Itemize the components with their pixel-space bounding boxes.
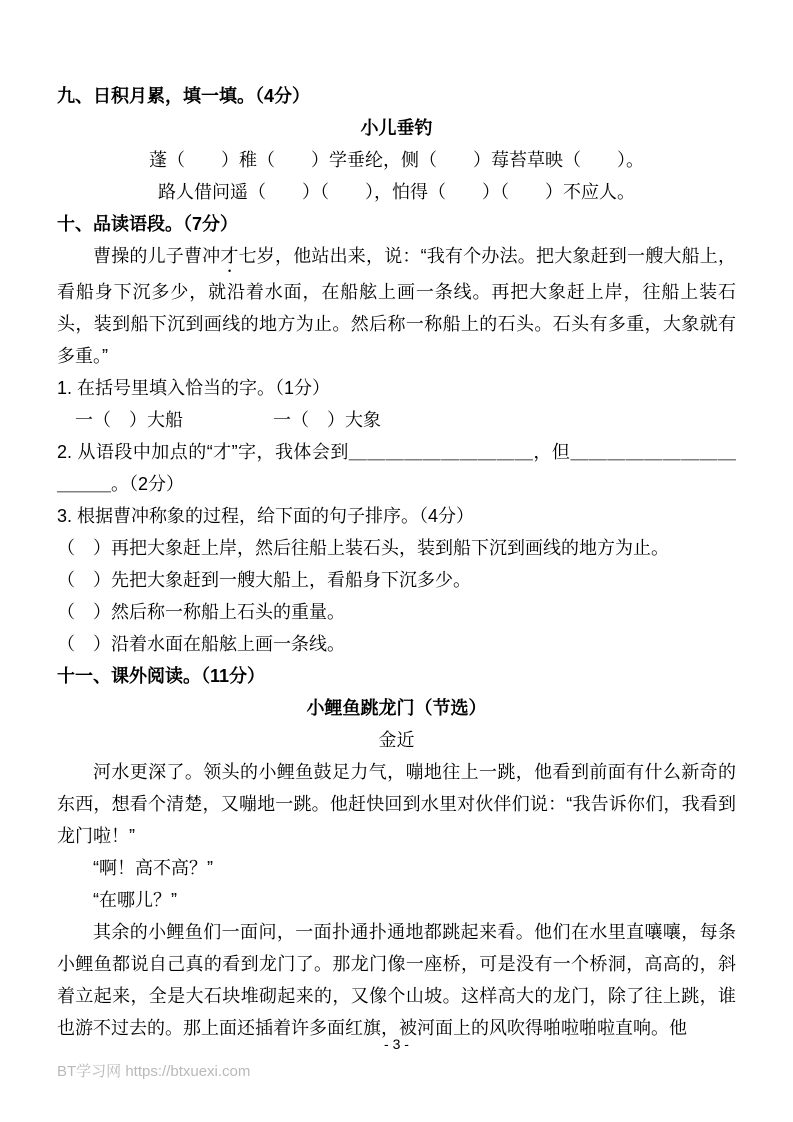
sequence-item: （ ）沿着水面在船舷上画一条线。 — [57, 634, 345, 654]
reading-paragraph-1: 河水更深了。领头的小鲤鱼鼓足力气，嘣地往上一跳，他看到前面有什么新奇的东西，想看个清楚，又嘣地一跳。他赶快回到水里对伙伴们说：“我告诉你们，我看到龙门啦！” — [57, 762, 736, 846]
poem-title: 小儿垂钓 — [360, 118, 433, 138]
question-3-label: 3. 根据曹冲称象的过程，给下面的句子排序。（4分） — [57, 506, 475, 526]
section-nine — [57, 80, 736, 208]
section-eleven-header: 十一、课外阅读。（11分） — [57, 666, 266, 686]
reading-author: 金近 — [378, 730, 415, 750]
section-eleven — [57, 660, 736, 1044]
section-ten-header: 十、品读语段。（7分） — [57, 214, 239, 234]
reading-paragraph-3: “在哪儿？” — [93, 890, 177, 910]
poem-line-1: 蓬（ ）稚（ ）学垂纶，侧（ ）莓苔草映（ ）。 — [149, 150, 644, 170]
site-watermark: BT学习网 https://btxuexi.com — [57, 1063, 251, 1080]
page-number: - 3 - — [384, 1036, 409, 1052]
section-ten — [57, 208, 736, 660]
passage-text-after: 七岁，他站出来，说：“我有个办法。把大象赶到一艘大船上，看船身下沉多少，就沿着水面，在船舷上画一条线。再把大象赶上岸，往船上装石头，装到船下沉到画线的地方为止。然后称一称船上的石头。石头有多重，大象就有多重。” — [57, 246, 737, 366]
sequence-item: （ ）然后称一称船上石头的重量。 — [57, 602, 345, 622]
sequence-item: （ ）再把大象赶上岸，然后往船上装石头，装到船下沉到画线的地方为止。 — [57, 538, 669, 558]
sequence-item: （ ）先把大象赶到一艘大船上，看船身下沉多少。 — [57, 570, 471, 590]
reading-paragraph-2: “啊！高不高？” — [93, 858, 213, 878]
reading-title: 小鲤鱼跳龙门（节选） — [306, 698, 487, 718]
passage-paragraph — [57, 240, 736, 372]
passage-text-before: 曹操的儿子曹冲 — [93, 246, 221, 266]
reading-paragraph-4: 其余的小鲤鱼们一面问，一面扑通扑通地都跳起来看。他们在水里直嚷嚷，每条小鲤鱼都说自己真的看到龙门了。那龙门像一座桥，可是没有一个桥洞，高高的，斜着立起来，全是大石块堆砌起来的，又像个山坡。这样高大的龙门，除了往上跳，谁也游不过去的。那上面还插着许多面红旗，被河面上的风吹得啪啦啪啦直响。他 — [57, 922, 736, 1038]
question-2: 2. 从语段中加点的“才”字，我体会到＿＿＿＿＿＿＿＿＿＿，但＿＿＿＿＿＿＿＿＿＿＿＿。（2分） — [57, 442, 736, 494]
poem-line-2: 路人借问遥（ ）（ ），怕得（ ）（ ）不应人。 — [158, 182, 635, 202]
section-nine-header: 九、日积月累，填一填。（4分） — [57, 86, 311, 106]
question-1-label: 1. 在括号里填入恰当的字。（1分） — [57, 378, 331, 398]
passage-emphasized-char: 才 — [220, 246, 239, 266]
question-1-blanks: 一（ ）大船 一（ ）大象 — [75, 410, 381, 430]
